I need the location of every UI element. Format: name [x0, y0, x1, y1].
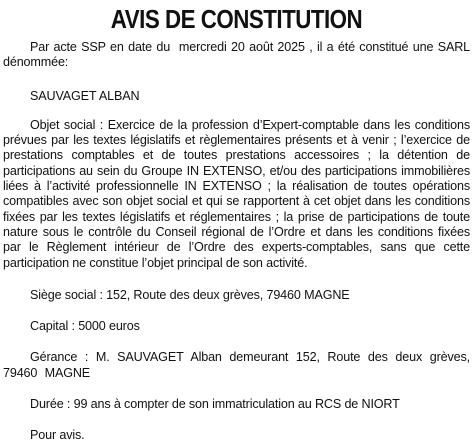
closing-line: Pour avis. [30, 428, 85, 443]
siege-social-line: Siège social : 152, Route des deux grèves, 79460 MAGNE [30, 287, 350, 302]
objet-social-paragraph: Objet social : Exercice de la profession d’Expert-comptable dans les conditions prévues par les textes législatifs et règlementaires présents et à venir ; l’exercice de prestations comptables et de toutes prestations accessoires ; la détention de participations au sein du Groupe IN EXTENSO, et/ou des participations immobilières liées à l’activité professionnelle IN EXTENSO ; la réalisation de toutes opérations compatibles avec son objet social et qui se rapportent à cet objet dans les conditions fixées par les textes législatifs et réglementaires ; la prise de participations de toute nature sous le contrôle du Conseil régional de l’Ordre et dans les conditions fixées par le Règlement intérieur de l’Ordre des experts-comptables, sans que cette participation ne constitue l’objet principal de son activité. [3, 117, 470, 270]
capital-line: Capital : 5000 euros [30, 319, 140, 334]
company-name: SAUVAGET ALBAN [30, 88, 140, 103]
intro-paragraph [3, 40, 470, 71]
intro-text: Par acte SSP en date du [30, 40, 171, 54]
deed-date: mercredi 20 août 2025 [178, 40, 305, 54]
intro-continuation: , il a été constitué une SARL dénommée: [3, 40, 470, 70]
duree-line: Durée : 99 ans à compter de son immatriculation au RCS de NIORT [30, 397, 400, 412]
gerance-paragraph: Gérance : M. SAUVAGET Alban demeurant 152, Route des deux grèves, 79460 MAGNE [3, 350, 470, 380]
notice-title: AVIS DE CONSTITUTION [110, 4, 363, 34]
